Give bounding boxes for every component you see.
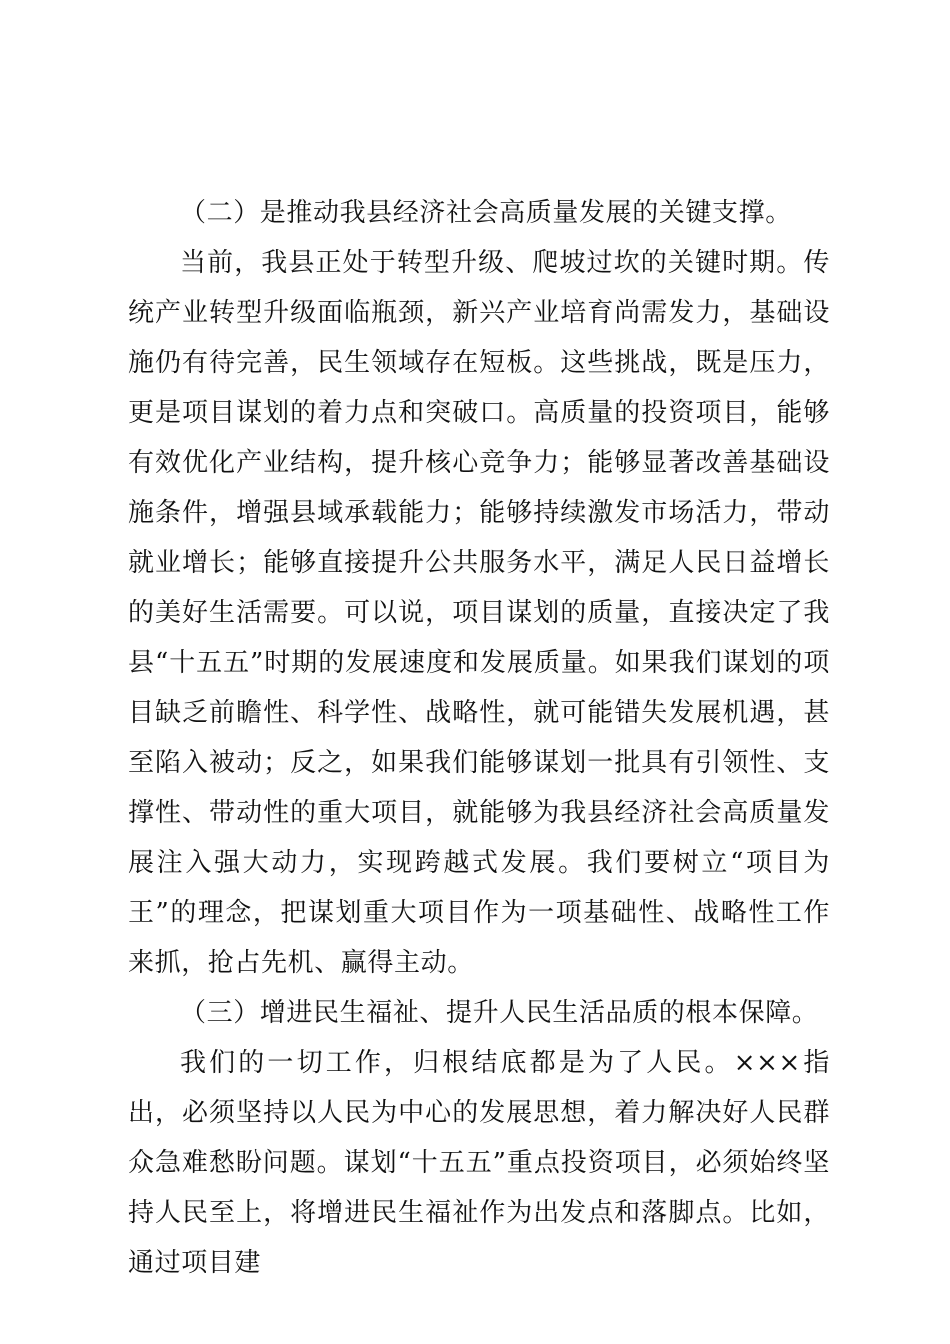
section-heading-2: （二）是推动我县经济社会高质量发展的关键支撑。	[180, 198, 792, 228]
document-body	[128, 188, 830, 1288]
section-heading-3: （三）增进民生福祉、提升人民生活品质的根本保障。	[180, 998, 819, 1028]
body-paragraph: 当前，我县正处于转型升级、爬坡过坎的关键时期。传统产业转型升级面临瓶颈，新兴产业培育尚需发力，基础设施仍有待完善，民生领域存在短板。这些挑战，既是压力，更是项目谋划的着力点和突破口。高质量的投资项目，能够有效优化产业结构，提升核心竞争力；能够显著改善基础设施条件，增强县域承载能力；能够持续激发市场活力，带动就业增长；能够直接提升公共服务水平，满足人民日益增长的美好生活需要。可以说，项目谋划的质量，直接决定了我县“十五五”时期的发展速度和发展质量。如果我们谋划的项目缺乏前瞻性、科学性、战略性，就可能错失发展机遇，甚至陷入被动；反之，如果我们能够谋划一批具有引领性、支撑性、带动性的重大项目，就能够为我县经济社会高质量发展注入强大动力，实现跨越式发展。我们要树立“项目为王”的理念，把谋划重大项目作为一项基础性、战略性工作来抓，抢占先机、赢得主动。	[128, 248, 830, 978]
body-paragraph: 我们的一切工作，归根结底都是为了人民。×××指出，必须坚持以人民为中心的发展思想，着力解决好人民群众急难愁盼问题。谋划“十五五”重点投资项目，必须始终坚持人民至上，将增进民生福祉作为出发点和落脚点。比如，通过项目建	[128, 1048, 830, 1278]
